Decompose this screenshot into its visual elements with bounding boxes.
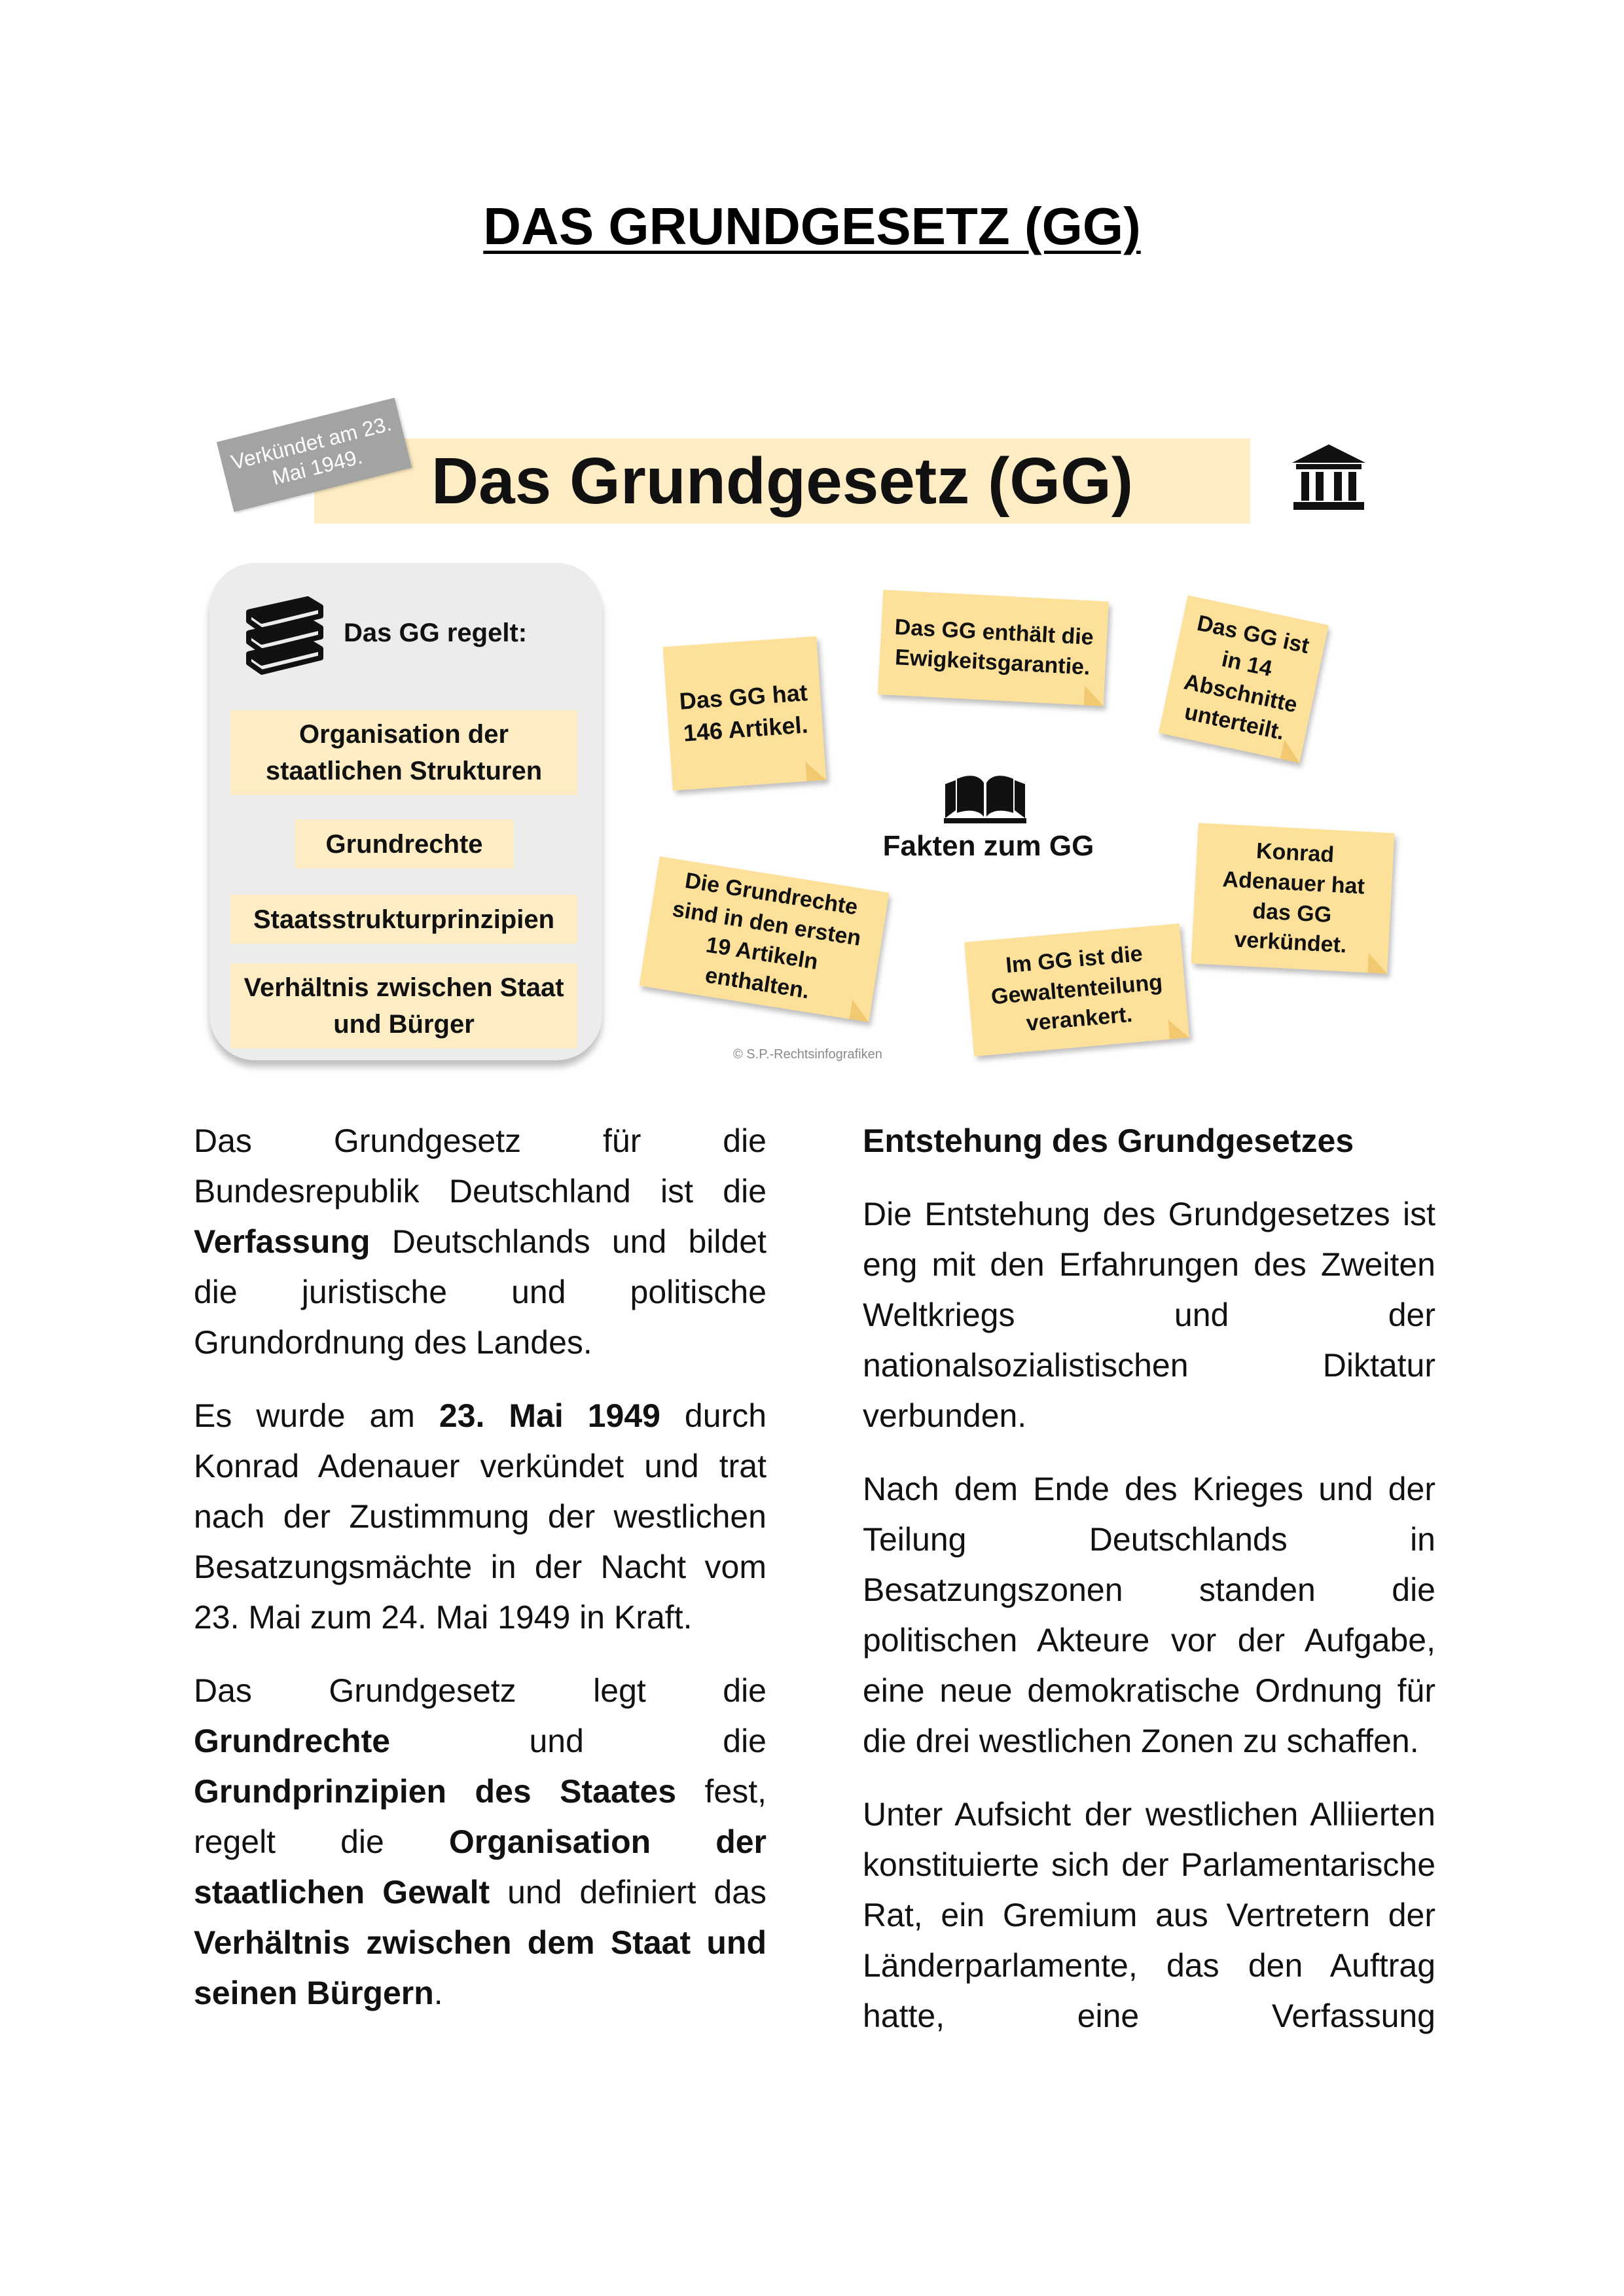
regelt-item-verhaeltnis: Verhältnis zwischen Staat und Bürger [230,963,577,1049]
facts-title: Fakten zum GG [882,830,1094,862]
origin-paragraph-1: Die Entstehung des Grundgesetzes ist eng mit den Erfahrungen des Zweiten Weltkriegs und der nationalsozialistischen Diktatur verbunden. [863,1196,1435,1434]
copyright-notice: © S.P.-Rechtsinfografiken [733,1047,882,1062]
page-title: DAS GRUNDGESETZ (GG) [483,197,1141,255]
date-paragraph: Es wurde am 23. Mai 1949 durch Konrad Adenauer verkündet und trat nach der Zustimmung der westlichen Besatzungsmächte in der Nacht vom 23. Mai zum 24. Mai 1949 in Kraft. [194,1397,767,1636]
books-icon [236,592,327,677]
fact-note-adenauer: Konrad Adenauer hat das GG verkündet. [1191,823,1395,973]
origin-paragraph-3: Unter Aufsicht der westlichen Alliierten konstituierte sich der Parlamentarische Rat, ein Gremium aus Vertretern der Länderparlamente, das den Auftrag hatte, eine Verfassung [863,1796,1435,2034]
fact-note-abschnitte: Das GG ist in 14 Abschnitte unterteilt. [1159,595,1329,762]
grundgesetz-infographic [196,393,1440,1073]
intro-paragraph: Das Grundgesetz für die Bundesrepublik Deutschland ist die Verfassung Deutschlands und bildet die juristische und politische Grundordnung des Landes. [194,1122,767,1361]
fact-note-grundrechte: Die Grundrechte sind in den ersten 19 Artikeln enthalten. [640,856,890,1022]
right-column [863,1116,1435,2064]
fact-note-artikel: Das GG hat 146 Artikel. [663,636,827,791]
left-column [194,1116,767,2041]
building-icon [1290,442,1368,514]
origin-paragraph-2: Nach dem Ende des Krieges und der Teilung Deutschlands in Besatzungszonen standen die politischen Akteure vor der Aufgabe, eine neue demokratische Ordnung für die drei westlichen Zonen zu schaffen. [863,1471,1435,1759]
infographic-title: Das Grundgesetz (GG) [314,439,1250,524]
fact-note-gewaltenteilung: Im GG ist die Gewaltenteilung verankert. [964,924,1189,1056]
proclamation-stamp: Verkündet am 23. Mai 1949. [217,398,412,512]
section-heading: Entstehung des Grundgesetzes [863,1122,1354,1159]
regelt-title: Das GG regelt: [344,619,528,647]
regelt-panel [209,563,602,1060]
fact-note-ewigkeitsgarantie: Das GG enthält die Ewigkeitsgarantie. [878,590,1109,706]
regelt-item-grundrechte: Grundrechte [295,819,514,869]
content-paragraph: Das Grundgesetz legt die Grundrechte und die Grundprinzipien des Staates fest, regelt die Organisation der staatlichen Gewalt und definiert das Verhältnis zwischen dem Staat und seinen Bürgern. [194,1672,767,2011]
regelt-item-staatsstrukturprinzipien: Staatsstrukturprinzipien [230,895,577,944]
regelt-item-organisation: Organisation der staatlichen Strukturen [230,710,577,795]
open-book-icon [943,772,1028,825]
